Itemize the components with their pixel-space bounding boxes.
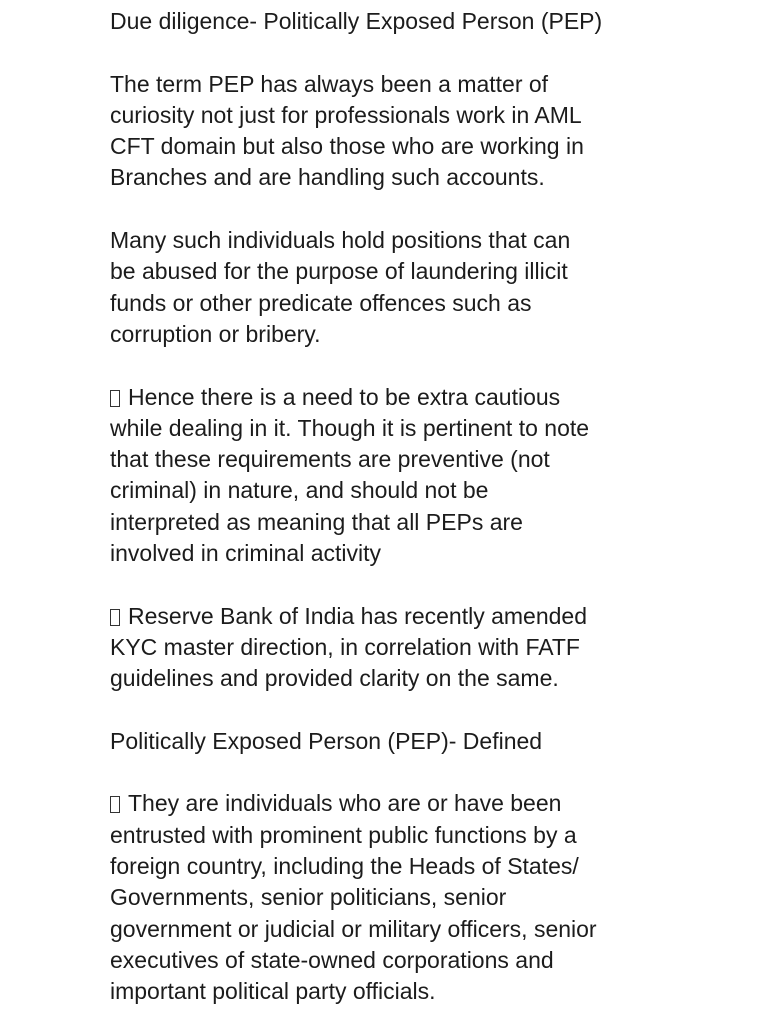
text-line-content: foreign country, including the Heads of States/ bbox=[110, 853, 579, 880]
text-line bbox=[110, 726, 670, 757]
text-line bbox=[110, 882, 670, 913]
paragraph-spacer bbox=[110, 757, 670, 788]
text-line-content: that these requirements are preventive (not bbox=[110, 446, 550, 473]
text-line bbox=[110, 256, 670, 287]
text-line-content: funds or other predicate offences such as bbox=[110, 289, 532, 316]
text-line bbox=[110, 413, 670, 444]
text-line-content: KYC master direction, in correlation with FATF bbox=[110, 633, 580, 660]
text-line bbox=[110, 663, 670, 694]
text-line-content: Branches and are handling such accounts. bbox=[110, 164, 545, 191]
text-line bbox=[110, 382, 670, 413]
text-line-content: Politically Exposed Person (PEP)- Defined bbox=[110, 727, 543, 754]
text-line bbox=[110, 288, 670, 319]
text-line bbox=[110, 914, 670, 945]
document-body bbox=[110, 6, 670, 1008]
document-title: Due diligence- Politically Exposed Person (PEP) bbox=[110, 8, 603, 34]
text-line-content: corruption or bribery. bbox=[110, 320, 321, 347]
paragraph bbox=[110, 69, 670, 194]
text-line bbox=[110, 475, 670, 506]
paragraph-spacer bbox=[110, 695, 670, 726]
paragraph bbox=[110, 225, 670, 350]
text-line-content: They are individuals who are or have been bbox=[128, 790, 562, 817]
text-line bbox=[110, 788, 670, 819]
text-line-content: Governments, senior politicians, senior bbox=[110, 884, 507, 911]
text-line bbox=[110, 162, 670, 193]
text-line-content: important political party officials. bbox=[110, 978, 436, 1005]
text-line-content: involved in criminal activity bbox=[110, 540, 381, 567]
text-line bbox=[110, 976, 670, 1007]
text-line-content: government or judicial or military officers, senior bbox=[110, 915, 597, 942]
text-line-content: criminal) in nature, and should not be bbox=[110, 477, 489, 504]
text-line-content: Hence there is a need to be extra cautious bbox=[128, 383, 561, 410]
paragraph-spacer bbox=[110, 37, 670, 68]
bullet-paragraph bbox=[110, 601, 670, 695]
missing-glyph-bullet-icon bbox=[110, 390, 120, 407]
text-line-content: Many such individuals hold positions that can bbox=[110, 227, 571, 254]
text-line bbox=[110, 538, 670, 569]
text-line-content: be abused for the purpose of laundering illicit bbox=[110, 258, 568, 285]
text-line bbox=[110, 507, 670, 538]
text-line bbox=[110, 319, 670, 350]
text-line-content: CFT domain but also those who are working in bbox=[110, 133, 584, 160]
text-line-content: The term PEP has always been a matter of bbox=[110, 70, 549, 97]
text-line bbox=[110, 601, 670, 632]
text-line bbox=[110, 820, 670, 851]
text-line bbox=[110, 632, 670, 663]
bullet-paragraph bbox=[110, 788, 670, 1007]
text-line-content: guidelines and provided clarity on the same. bbox=[110, 665, 559, 692]
text-line-content: executives of state-owned corporations and bbox=[110, 946, 554, 973]
text-line bbox=[110, 851, 670, 882]
text-line bbox=[110, 69, 670, 100]
paragraph-spacer bbox=[110, 350, 670, 381]
text-line-content: curiosity not just for professionals work in AML bbox=[110, 101, 582, 128]
text-line bbox=[110, 225, 670, 256]
bullet-paragraph bbox=[110, 382, 670, 570]
paragraph-spacer bbox=[110, 569, 670, 600]
text-line bbox=[110, 444, 670, 475]
paragraph bbox=[110, 726, 670, 757]
missing-glyph-bullet-icon bbox=[110, 796, 120, 813]
paragraph-spacer bbox=[110, 194, 670, 225]
text-line bbox=[110, 100, 670, 131]
text-line-content: Reserve Bank of India has recently amended bbox=[128, 602, 587, 629]
paragraph-list bbox=[110, 37, 670, 1007]
text-line-content: entrusted with prominent public functions by a bbox=[110, 821, 577, 848]
text-line-content: while dealing in it. Though it is pertinent to note bbox=[110, 414, 590, 441]
text-line bbox=[110, 131, 670, 162]
text-line bbox=[110, 945, 670, 976]
missing-glyph-bullet-icon bbox=[110, 609, 120, 626]
text-line-content: interpreted as meaning that all PEPs are bbox=[110, 508, 523, 535]
